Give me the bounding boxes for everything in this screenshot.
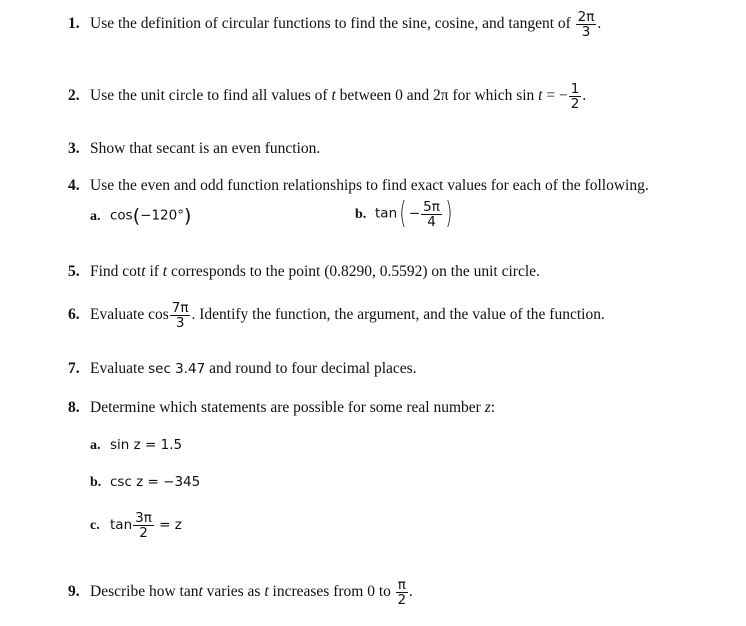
function-name: tan <box>110 517 133 534</box>
question-8 <box>68 399 495 417</box>
expression: sec 3.47 <box>148 361 206 377</box>
question-5 <box>68 263 540 281</box>
question-text: Evaluate <box>90 360 149 377</box>
part-label: a. <box>90 438 101 453</box>
question-number: 7. <box>68 360 80 377</box>
numerator: 5π <box>423 198 440 215</box>
minus-sign: − <box>408 205 421 222</box>
period: . <box>582 87 587 105</box>
fraction <box>569 82 582 111</box>
close-paren: ) <box>445 196 453 231</box>
denominator: 3 <box>581 24 591 40</box>
fraction <box>170 301 191 330</box>
question-text: Use the even and odd function relationships to find exact values for each of the following. <box>90 177 649 194</box>
part-label: a. <box>90 208 101 224</box>
period: . <box>597 15 602 33</box>
denominator: 2 <box>139 525 148 541</box>
fraction <box>576 10 597 39</box>
question-number: 2. <box>68 87 80 105</box>
question-4b <box>355 196 455 231</box>
question-text: Use the definition of circular functions to find the sine, cosine, and tangent of <box>90 15 571 33</box>
denominator: 4 <box>427 213 436 230</box>
expression: csc z = −345 <box>110 474 201 490</box>
period: . <box>408 583 413 601</box>
question-text: between 0 and 2π for which sin <box>339 87 535 105</box>
question-number: 3. <box>68 140 80 157</box>
denominator: 2 <box>397 592 407 608</box>
question-8b <box>90 473 200 491</box>
question-text: increases from 0 to <box>268 583 391 601</box>
question-number: 8. <box>68 399 80 416</box>
variable-t: t <box>331 87 336 105</box>
question-text: Determine which statements are possible for some real number <box>90 399 481 416</box>
function-name: cos <box>110 207 133 224</box>
part-label: b. <box>90 475 102 490</box>
question-text: if <box>145 263 163 280</box>
expression: = z <box>154 517 182 534</box>
question-text: . Identify the function, the argument, and the value of the function. <box>191 306 605 324</box>
question-4 <box>68 177 649 195</box>
question-number: 9. <box>68 583 80 601</box>
question-number: 5. <box>68 263 80 280</box>
question-text: Find cot <box>90 263 142 280</box>
question-7 <box>68 360 417 378</box>
question-9 <box>68 578 413 607</box>
argument: −120° <box>140 207 184 224</box>
numerator: 2π <box>577 9 595 25</box>
numerator: 3π <box>135 510 152 526</box>
variable-t: t <box>264 583 269 601</box>
question-text: Describe how tan <box>90 583 199 601</box>
expression: sin z = 1.5 <box>110 437 183 453</box>
question-text: Use the unit circle to find all values of <box>90 87 328 105</box>
question-2 <box>68 82 586 111</box>
part-label: c. <box>90 518 100 534</box>
question-text: Show that secant is an even function. <box>90 140 321 157</box>
question-text: and round to four decimal places. <box>205 360 417 377</box>
fraction <box>421 200 442 229</box>
open-paren: ( <box>132 205 141 227</box>
fraction <box>133 511 154 540</box>
denominator: 2 <box>570 96 580 112</box>
denominator: 3 <box>175 315 185 331</box>
question-8a <box>90 436 182 454</box>
close-paren: ) <box>183 205 192 227</box>
variable-t: t <box>198 583 203 601</box>
question-number: 1. <box>68 15 80 33</box>
question-text: corresponds to the point (0.8290, 0.5592) on the unit circle. <box>167 263 540 280</box>
variable-z: z <box>484 399 491 416</box>
question-text: varies as <box>202 583 265 601</box>
part-label: b. <box>355 206 367 222</box>
numerator: π <box>397 577 406 593</box>
function-name: tan <box>375 205 398 222</box>
equals-minus: = − <box>542 87 568 105</box>
numerator: 1 <box>570 81 580 97</box>
question-3 <box>68 140 320 158</box>
numerator: 7π <box>171 300 189 316</box>
question-1 <box>68 10 601 39</box>
open-paren: ( <box>399 196 407 231</box>
question-text: Evaluate cos <box>90 306 169 324</box>
variable-t: t <box>162 263 168 280</box>
variable-t: t <box>141 263 146 280</box>
question-8c <box>90 511 182 540</box>
question-4a <box>90 205 191 227</box>
fraction <box>396 578 408 607</box>
question-number: 4. <box>68 177 80 194</box>
variable-t: t <box>538 87 543 105</box>
colon: : <box>490 399 496 416</box>
question-number: 6. <box>68 306 80 324</box>
question-6 <box>68 301 605 330</box>
